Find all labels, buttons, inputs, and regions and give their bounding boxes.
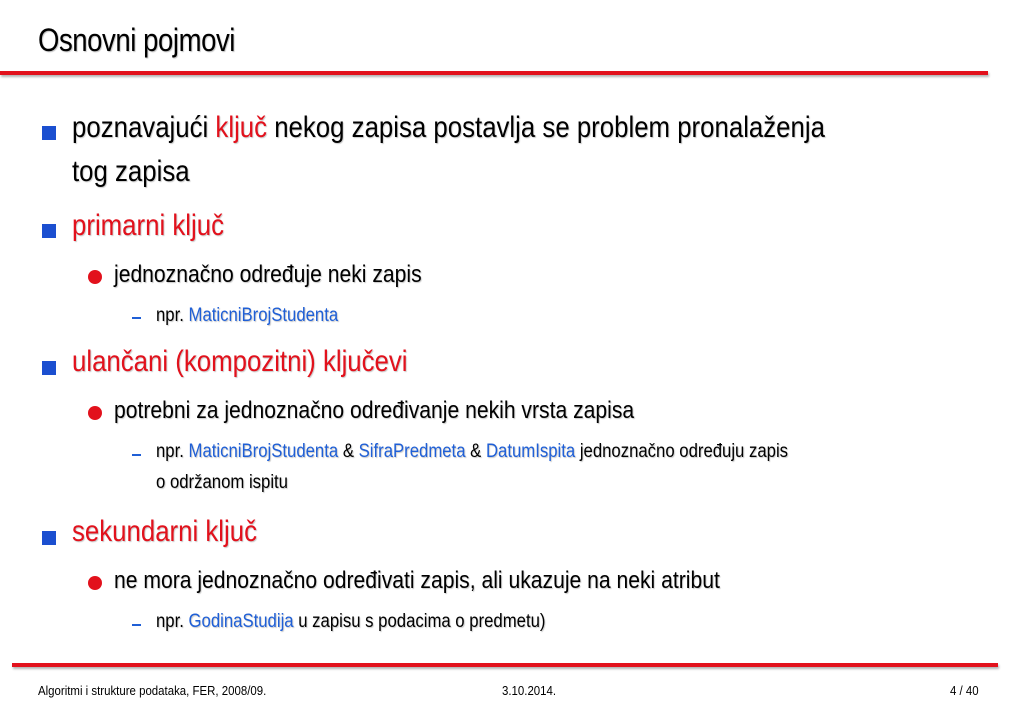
bullet-3-sub: potrebni za jednoznačno određivanje nekih vrsta zapisa [114,397,635,424]
square-bullet-icon [42,531,56,545]
footer-page-number: 4 / 40 [950,683,979,698]
bullet-3-amp-1: & [338,441,359,462]
bullet-3-term-2: SifraPredmeta [358,441,466,462]
round-bullet-icon [88,576,102,590]
bullet-2-example-term: MaticniBrojStudenta [188,305,339,326]
dash-bullet-icon [132,454,141,456]
bullet-4-sub: ne mora jednoznačno određivati zapis, ali ukazuje na neki atribut [114,567,720,594]
bullet-1-post: nekog zapisa postavlja se problem pronalaženja [267,111,825,144]
bullet-2-sub: jednoznačno određuje neki zapis [114,261,422,288]
bullet-1-line-2: tog zapisa [72,155,190,188]
bullet-2-label: primarni ključ [72,209,224,242]
round-bullet-icon [88,406,102,420]
footer-divider [12,663,998,667]
slide-title: Osnovni pojmovi [38,22,235,58]
bullet-3-label: ulančani (kompozitni) ključevi [72,345,408,378]
bullet-4-example-post: u zapisu s podacima o predmetu) [293,611,546,632]
square-bullet-icon [42,224,56,238]
dash-bullet-icon [132,624,141,626]
bullet-3-example-line-2: o održanom ispitu [156,472,288,493]
square-bullet-icon [42,361,56,375]
dash-bullet-icon [132,317,141,319]
bullet-3-term-1: MaticniBrojStudenta [188,441,339,462]
bullet-3-amp-2: & [465,441,486,462]
bullet-3-example-pre: npr. [156,441,189,462]
footer-course: Algoritmi i strukture podataka, FER, 2008/09. [38,683,267,698]
round-bullet-icon [88,270,102,284]
bullet-2-example [156,305,338,327]
bullet-3-example-line-1 [156,441,788,463]
bullet-3-term-3: DatumIspita [485,441,576,462]
square-bullet-icon [42,126,56,140]
bullet-4-example [156,611,545,633]
bullet-3-example-post: jednoznačno određuju zapis [575,441,789,462]
bullet-1-line-1 [72,111,825,145]
bullet-4-example-pre: npr. [156,611,189,632]
footer-date: 3.10.2014. [502,683,557,698]
bullet-2-example-pre: npr. [156,305,189,326]
bullet-4-label: sekundarni ključ [72,515,258,548]
bullet-4-example-term: GodinaStudija [188,611,294,632]
bullet-1-key: ključ [215,111,268,144]
bullet-1-pre: poznavajući [72,111,216,144]
